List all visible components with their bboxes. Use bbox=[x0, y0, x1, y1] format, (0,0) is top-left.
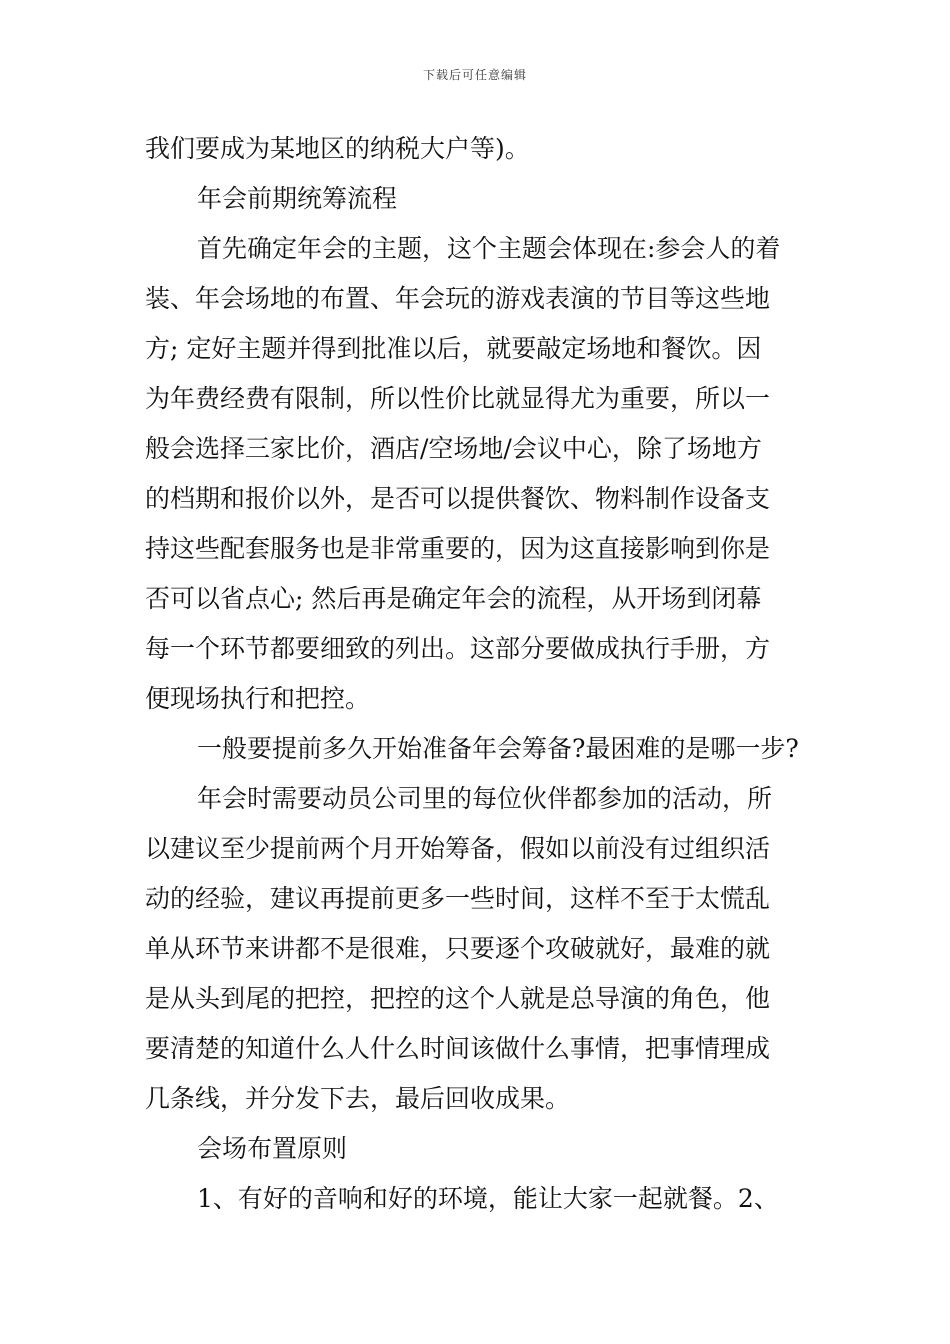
text-line: 年会时需要动员公司里的每位伙伴都参加的活动，所 bbox=[197, 784, 773, 813]
document-body bbox=[145, 124, 807, 1224]
text-line: 几条线，并分发下去，最后回收成果。 bbox=[145, 1084, 571, 1113]
text-line: 持这些配套服务也是非常重要的，因为这直接影响到你是 bbox=[145, 534, 771, 563]
section-heading: 年会前期统筹流程 bbox=[197, 184, 398, 213]
text-line: 首先确定年会的主题，这个主题会体现在:参会人的着 bbox=[197, 234, 781, 263]
text-line: 1、有好的音响和好的环境，能让大家一起就餐。2、 bbox=[197, 1184, 779, 1213]
page-header: 下载后可任意编辑 bbox=[422, 68, 527, 82]
text-line: 动的经验，建议再提前更多一些时间，这样不至于太慌乱 bbox=[145, 884, 771, 913]
text-line: 装、年会场地的布置、年会玩的游戏表演的节目等这些地 bbox=[145, 284, 771, 313]
text-line: 般会选择三家比价，酒店/空场地/会议中心，除了场地方 bbox=[145, 434, 762, 463]
text-line: 便现场执行和把控。 bbox=[145, 684, 371, 713]
text-line: 的档期和报价以外，是否可以提供餐饮、物料制作设备支 bbox=[145, 484, 771, 513]
text-line: 否可以省点心; 然后再是确定年会的流程，从开场到闭幕 bbox=[145, 584, 762, 613]
text-line: 要清楚的知道什么人什么时间该做什么事情，把事情理成 bbox=[145, 1034, 771, 1063]
text-line: 方; 定好主题并得到批准以后，就要敲定场地和餐饮。因 bbox=[145, 334, 762, 363]
text-line: 我们要成为某地区的纳税大户等)。 bbox=[145, 134, 530, 163]
text-line: 单从环节来讲都不是很难，只要逐个攻破就好，最难的就 bbox=[145, 934, 771, 963]
text-line: 为年费经费有限制，所以性价比就显得尤为重要，所以一 bbox=[145, 384, 771, 413]
question-heading: 一般要提前多久开始准备年会筹备?最困难的是哪一步? bbox=[197, 734, 799, 763]
text-line: 是从头到尾的把控，把控的这个人就是总导演的角色，他 bbox=[145, 984, 771, 1013]
section-heading: 会场布置原则 bbox=[197, 1134, 348, 1163]
text-line: 以建议至少提前两个月开始筹备，假如以前没有过组织活 bbox=[145, 834, 771, 863]
text-line: 每一个环节都要细致的列出。这部分要做成执行手册，方 bbox=[145, 634, 771, 663]
